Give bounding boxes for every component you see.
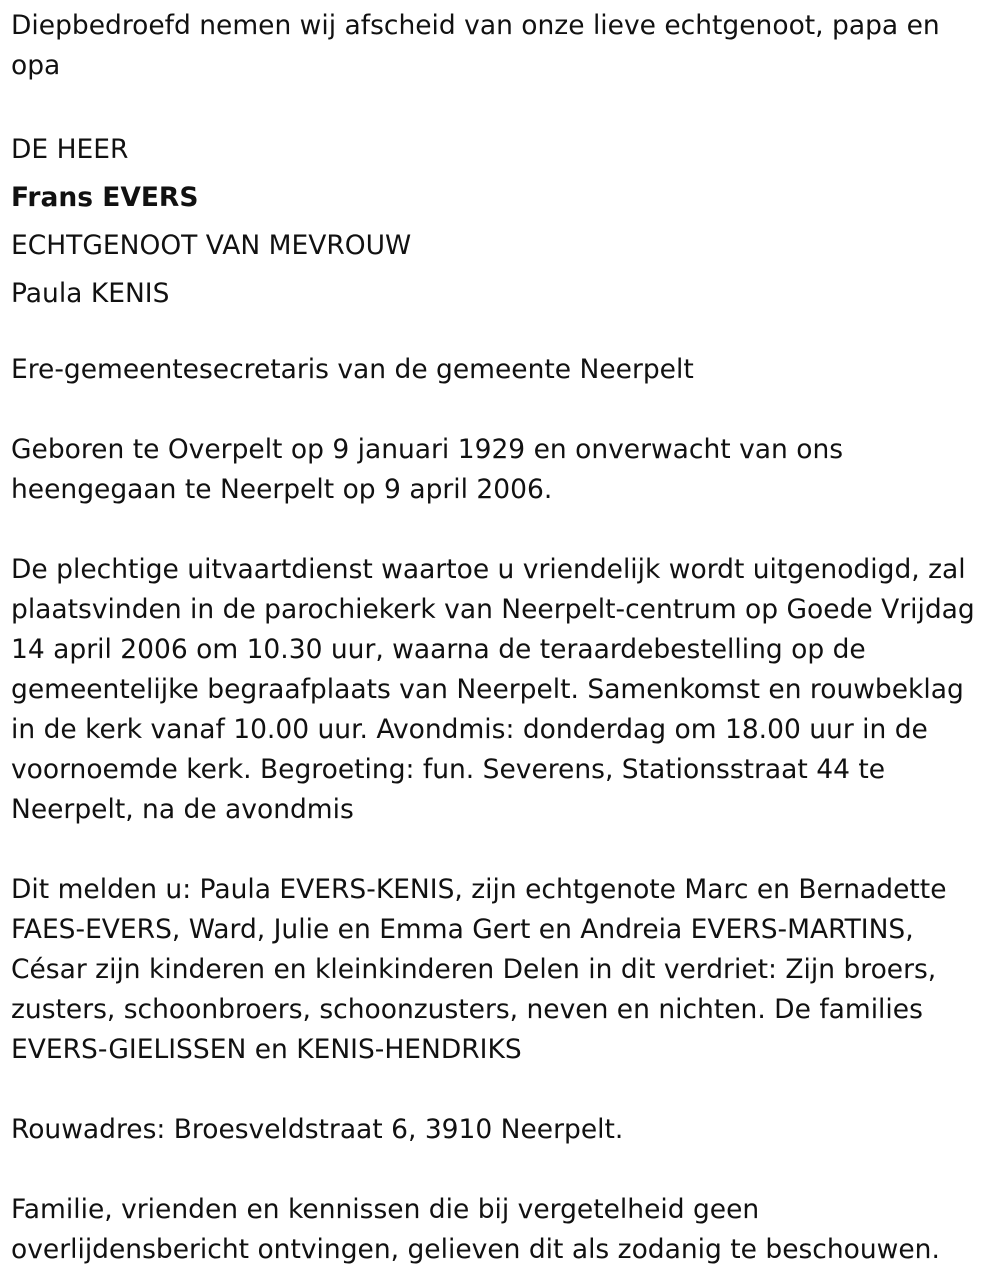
- ceremony-line: plaatsvinden in de parochiekerk van Neerpelt-centrum op Goede Vrijdag: [11, 594, 975, 625]
- function-line: Ere-gemeentesecretaris van de gemeente Neerpelt: [11, 354, 694, 385]
- spacer: [11, 1150, 990, 1190]
- family-paragraph: [11, 870, 990, 1070]
- spacer: [11, 318, 990, 350]
- spacer: [11, 390, 990, 430]
- family-line: EVERS-GIELISSEN en KENIS-HENDRIKS: [11, 1034, 522, 1065]
- ceremony-line: gemeentelijke begraafplaats van Neerpelt. Samenkomst en rouwbeklag: [11, 674, 964, 705]
- ceremony-line: in de kerk vanaf 10.00 uur. Avondmis: donderdag om 18.00 uur in de: [11, 714, 928, 745]
- spouse-label: ECHTGENOOT VAN MEVROUW: [11, 230, 412, 261]
- ceremony-line: voornoemde kerk. Begroeting: fun. Severens, Stationsstraat 44 te: [11, 754, 886, 785]
- intro-paragraph: [11, 6, 990, 86]
- family-line: Dit melden u: Paula EVERS-KENIS, zijn echtgenote Marc en Bernadette: [11, 874, 947, 905]
- spacer: [11, 1070, 990, 1110]
- spacer: [11, 830, 990, 870]
- family-line: zusters, schoonbroers, schoonzusters, neven en nichten. De families: [11, 994, 923, 1025]
- birth-death-line: Geboren te Overpelt op 9 januari 1929 en onverwacht van ons: [11, 434, 844, 465]
- family-line: FAES-EVERS, Ward, Julie en Emma Gert en Andreia EVERS-MARTINS,: [11, 914, 914, 945]
- function-paragraph: [11, 350, 990, 390]
- family-line: César zijn kinderen en kleinkinderen Delen in dit verdriet: Zijn broers,: [11, 954, 937, 985]
- ceremony-paragraph: [11, 550, 990, 830]
- birth-death-paragraph: [11, 430, 990, 510]
- spouse-name: Paula KENIS: [11, 278, 170, 309]
- address-paragraph: [11, 1110, 990, 1150]
- spacer: [11, 510, 990, 550]
- notice-line: overlijdensbericht ontvingen, gelieven dit als zodanig te beschouwen.: [11, 1234, 940, 1265]
- deceased-name: Frans EVERS: [11, 182, 199, 213]
- spacer: [11, 86, 990, 126]
- salutation: DE HEER: [11, 134, 129, 165]
- ceremony-line: 14 april 2006 om 10.30 uur, waarna de teraardebestelling op de: [11, 634, 866, 665]
- ceremony-line: De plechtige uitvaartdienst waartoe u vriendelijk wordt uitgenodigd, zal: [11, 554, 966, 585]
- address-line: Rouwadres: Broesveldstraat 6, 3910 Neerpelt.: [11, 1114, 624, 1145]
- notice-line: Familie, vrienden en kennissen die bij vergetelheid geen: [11, 1194, 760, 1225]
- intro-line: Diepbedroefd nemen wij afscheid van onze lieve echtgenoot, papa en: [11, 10, 940, 41]
- deceased-block: [11, 126, 990, 318]
- ceremony-line: Neerpelt, na de avondmis: [11, 794, 354, 825]
- notice-paragraph: [11, 1190, 990, 1270]
- birth-death-line: heengegaan te Neerpelt op 9 april 2006.: [11, 474, 553, 505]
- intro-line: opa: [11, 50, 61, 81]
